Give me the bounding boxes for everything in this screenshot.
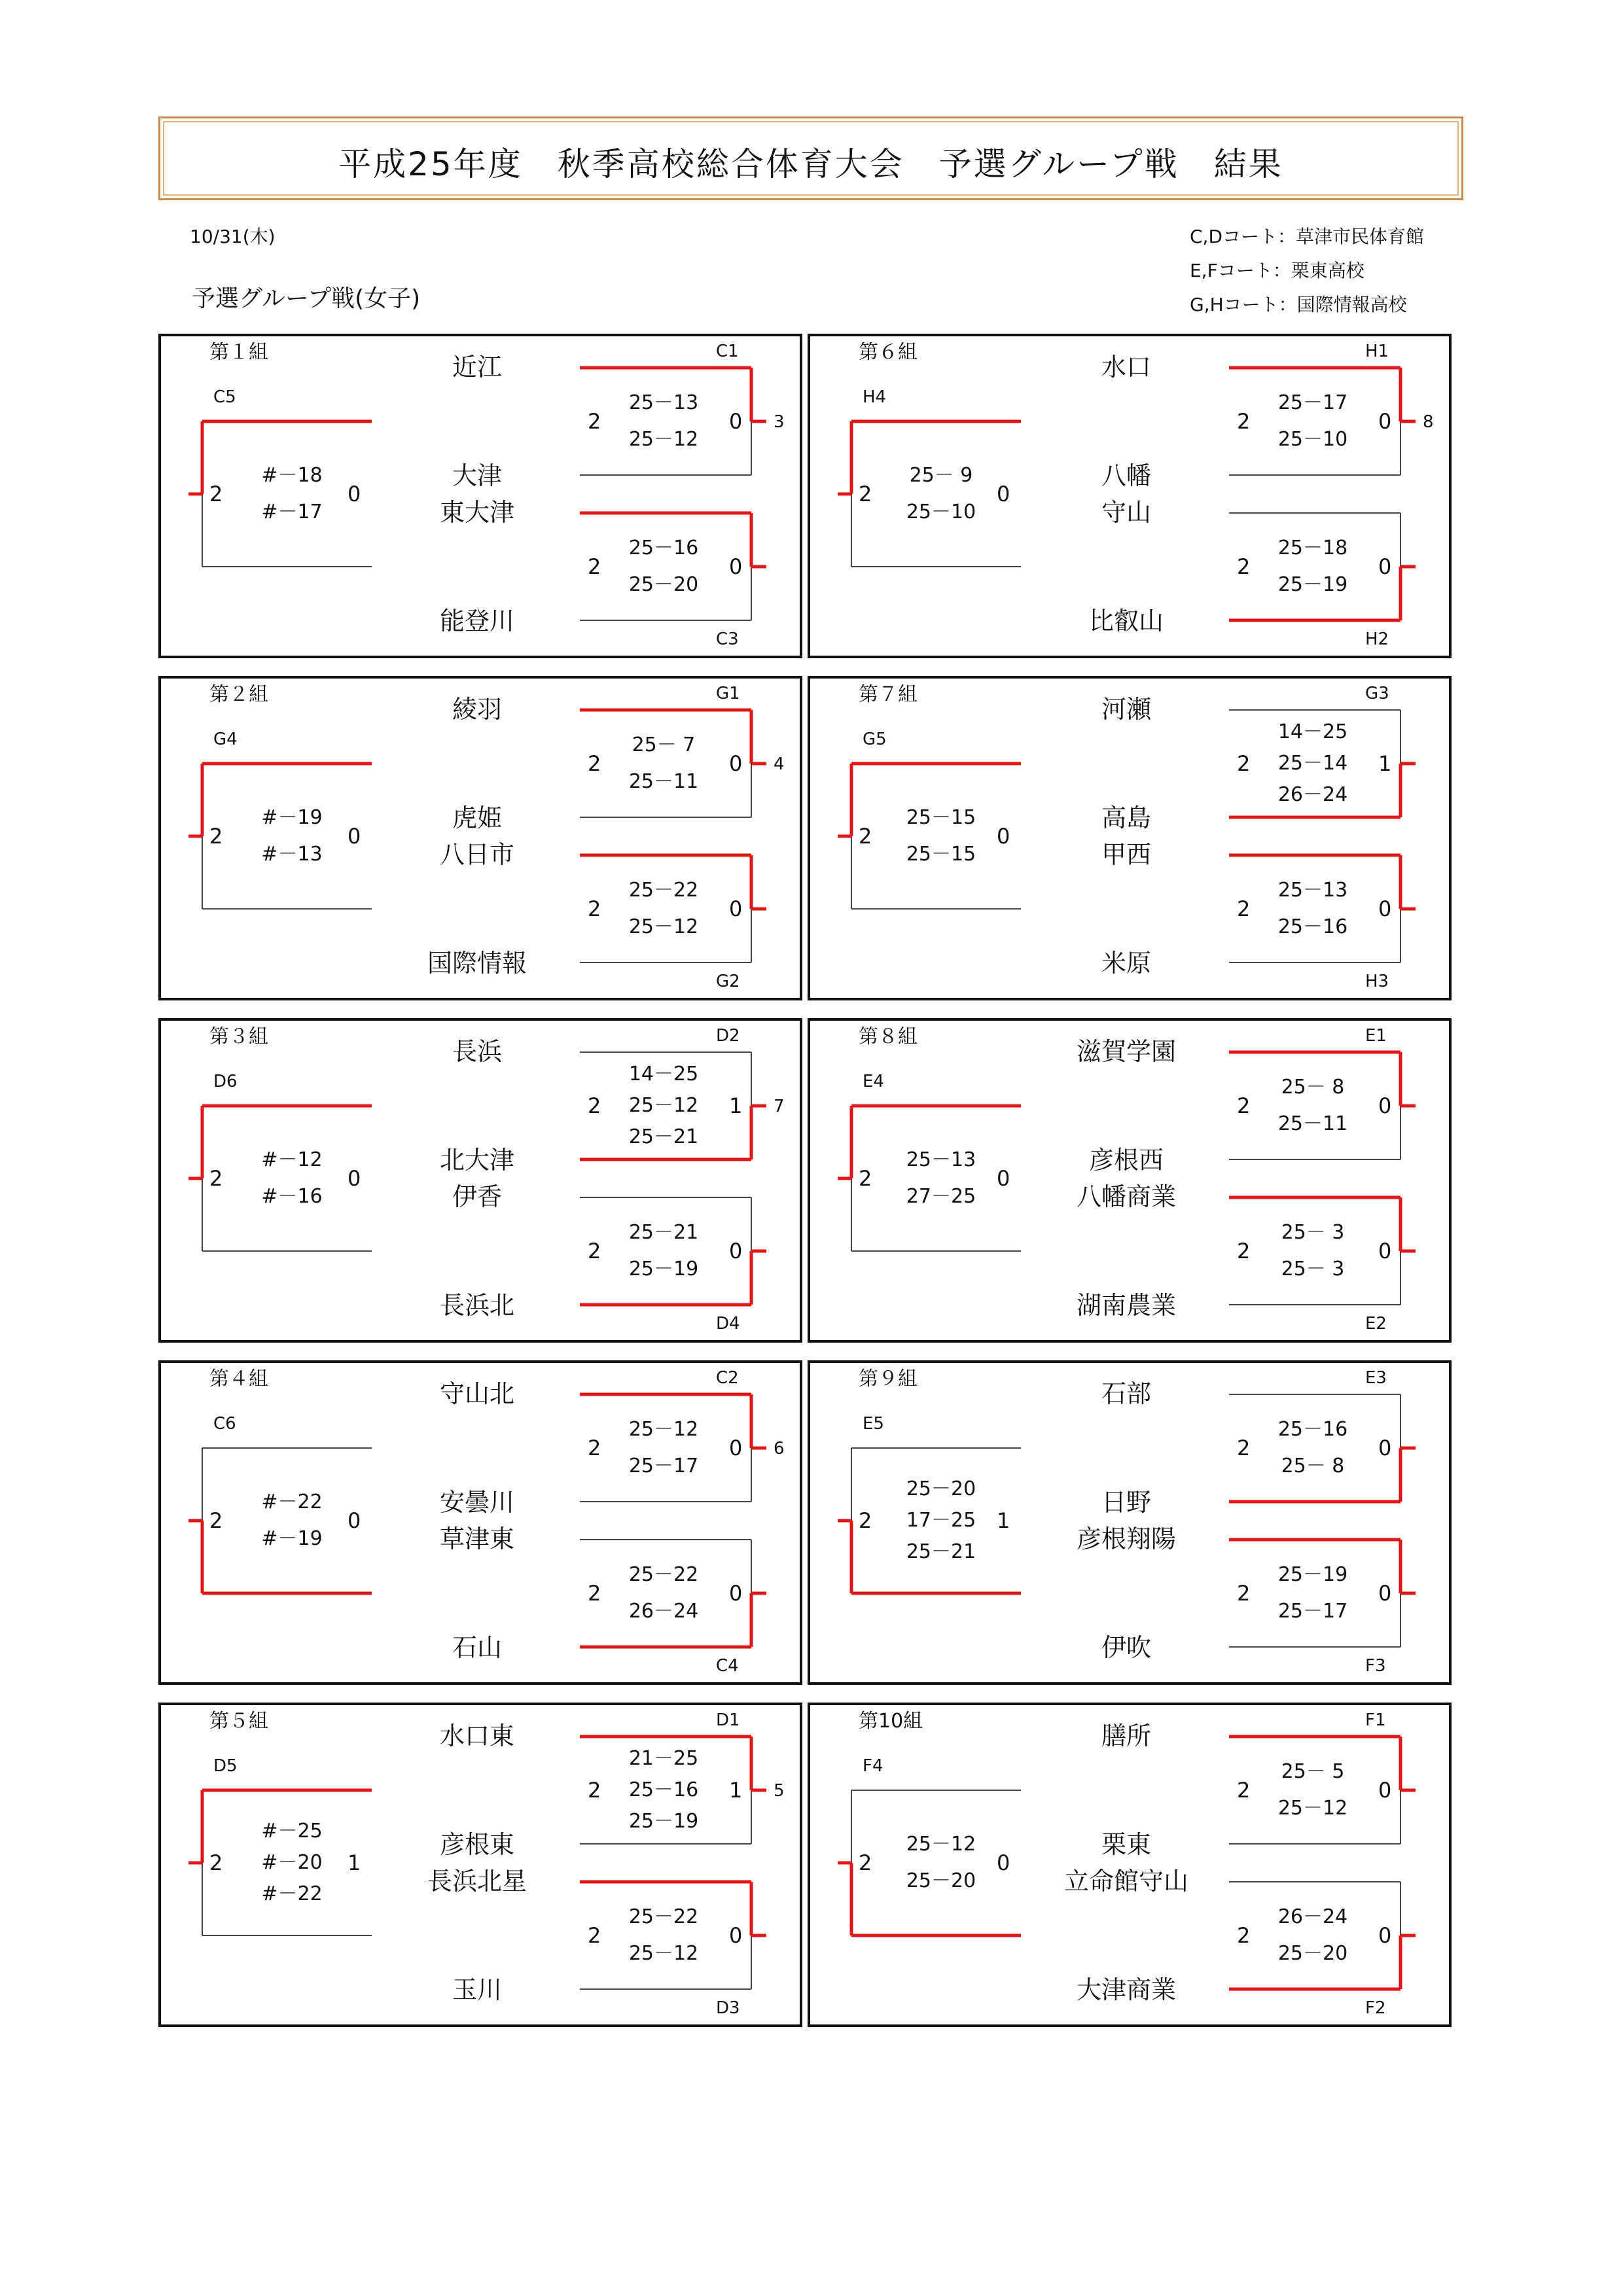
match-top-code: D2 [716, 1026, 740, 1046]
match-bottom-code: D3 [716, 1998, 740, 2018]
match-top-set: 25－11 [628, 770, 699, 793]
team-name: 能登川 [439, 607, 514, 635]
match-bottom-set: 26－24 [628, 1600, 699, 1623]
match-bottom-set: 25－19 [628, 1258, 699, 1280]
rank-code: 7 [774, 1097, 785, 1116]
match-top-set: 25－12 [1277, 1797, 1348, 1820]
final-set: 25－ 9 [909, 464, 973, 487]
match-bottom-set: 25－21 [628, 1221, 699, 1244]
match-top-set: 25－16 [628, 1778, 699, 1801]
final-set: #－22 [261, 1882, 323, 1905]
final-set: #－19 [261, 1527, 323, 1550]
team-name: 湖南農業 [1076, 1291, 1176, 1320]
team-name: 水口 [1101, 353, 1151, 381]
match-bottom-set: 25－22 [628, 1905, 699, 1928]
match-top-left-score: 2 [1237, 1093, 1251, 1118]
match-bottom-set: 25－20 [628, 573, 699, 596]
court-info-ef: E,Fコート：栗東高校 [1190, 260, 1364, 281]
match-bottom-right-score: 0 [1378, 1923, 1392, 1948]
final-left-score: 2 [859, 1508, 872, 1533]
final-set: 25－20 [906, 1477, 976, 1500]
match-top-left-score: 2 [588, 409, 601, 434]
match-top-right-score: 0 [1378, 409, 1392, 434]
match-bottom-set: 25－ 3 [1281, 1258, 1345, 1280]
match-top-set: 25－17 [628, 1455, 699, 1477]
final-left-score: 2 [209, 1508, 223, 1533]
match-bottom-code: C4 [716, 1656, 739, 1676]
page-title: 平成25年度 秋季高校総合体育大会 予選グループ戦 結果 [338, 145, 1283, 183]
team-name: 彦根西 [1088, 1146, 1164, 1174]
match-top-set: 21－25 [628, 1747, 699, 1770]
match-bottom-set: 25－16 [628, 537, 699, 559]
final-code: G4 [213, 730, 238, 749]
team-name: 米原 [1101, 949, 1151, 978]
team-name: 国際情報 [427, 949, 527, 978]
match-top-set: 14－25 [1277, 720, 1348, 743]
match-top-left-score: 2 [1237, 409, 1251, 434]
match-top-left-score: 2 [588, 751, 601, 776]
match-bottom-left-score: 2 [1237, 1923, 1251, 1948]
group-name: 第４組 [209, 1368, 268, 1390]
team-name: 八幡 [1101, 461, 1151, 490]
team-name: 玉川 [452, 1975, 502, 2004]
group-panel [808, 1018, 1452, 1343]
final-set: #－19 [261, 806, 323, 829]
team-name: 滋賀学園 [1076, 1037, 1176, 1066]
rank-code: 5 [774, 1781, 785, 1801]
team-name: 大津 [452, 461, 502, 490]
final-code: C6 [213, 1414, 236, 1434]
final-set: #－12 [261, 1148, 323, 1171]
team-name: 虎姫 [452, 804, 502, 832]
match-bottom-right-score: 0 [729, 896, 743, 921]
team-name: 長浜北星 [427, 1867, 527, 1896]
group-panel [808, 334, 1452, 658]
match-top-right-score: 1 [729, 1093, 743, 1118]
final-code: F4 [863, 1756, 883, 1776]
date: 10/31(木) [190, 226, 276, 247]
team-name: 日野 [1101, 1488, 1151, 1517]
final-left-score: 2 [209, 1850, 223, 1875]
court-info-gh: G,Hコート：国際情報高校 [1190, 294, 1407, 315]
match-bottom-set: 25－17 [1277, 1600, 1348, 1623]
rank-code: 8 [1423, 412, 1434, 432]
match-bottom-set: 25－19 [1277, 573, 1348, 596]
group-panel [808, 1703, 1452, 2027]
match-top-set: 25－21 [628, 1125, 699, 1148]
match-top-right-score: 0 [729, 751, 743, 776]
match-top-code: E3 [1365, 1368, 1387, 1388]
match-top-right-score: 0 [729, 1436, 743, 1460]
match-bottom-right-score: 0 [729, 1923, 743, 1948]
team-name: 水口東 [439, 1722, 514, 1750]
final-set: 25－21 [906, 1540, 976, 1563]
match-top-right-score: 0 [1378, 1436, 1392, 1460]
team-name: 河瀬 [1101, 695, 1151, 724]
team-name: 長浜北 [439, 1291, 514, 1320]
match-top-left-score: 2 [588, 1778, 601, 1803]
team-name: 北大津 [439, 1146, 514, 1174]
group-panel [158, 1703, 802, 2027]
match-bottom-left-score: 2 [1237, 1581, 1251, 1606]
final-left-score: 2 [209, 824, 223, 849]
match-top-set: 26－24 [1277, 783, 1348, 806]
team-name: 立命館守山 [1063, 1867, 1188, 1896]
match-bottom-left-score: 2 [1237, 554, 1251, 579]
final-right-score: 1 [997, 1508, 1010, 1533]
group-panel [808, 676, 1452, 1000]
final-code: D5 [213, 1756, 238, 1776]
match-top-right-score: 1 [729, 1778, 743, 1803]
group-name: 第３組 [209, 1025, 268, 1048]
match-top-left-score: 2 [1237, 751, 1251, 776]
team-name: 高島 [1101, 804, 1151, 832]
team-name: 伊香 [452, 1182, 502, 1211]
match-top-code: H1 [1365, 342, 1389, 361]
final-right-score: 0 [997, 482, 1010, 506]
final-left-score: 2 [859, 1850, 872, 1875]
match-bottom-left-score: 2 [588, 1239, 601, 1263]
match-top-set: 25－10 [1277, 428, 1348, 451]
match-bottom-code: H3 [1365, 972, 1389, 991]
team-name: 栗東 [1101, 1830, 1151, 1859]
match-bottom-set: 25－16 [1277, 915, 1348, 938]
match-bottom-left-score: 2 [1237, 896, 1251, 921]
match-top-right-score: 0 [1378, 1093, 1392, 1118]
match-bottom-left-score: 2 [588, 554, 601, 579]
group-name: 第２組 [209, 683, 268, 706]
match-bottom-set: 25－22 [628, 879, 699, 902]
match-top-right-score: 0 [1378, 1778, 1392, 1803]
final-set: #－25 [261, 1820, 323, 1843]
group-panel [158, 334, 802, 658]
match-bottom-set: 25－18 [1277, 537, 1348, 559]
match-bottom-code: E2 [1365, 1314, 1387, 1333]
match-bottom-right-score: 0 [729, 1239, 743, 1263]
match-bottom-code: F2 [1365, 1998, 1386, 2018]
match-bottom-right-score: 0 [1378, 554, 1392, 579]
team-name: 草津東 [439, 1525, 514, 1553]
match-bottom-set: 25－ 3 [1281, 1221, 1345, 1244]
match-bottom-left-score: 2 [588, 1923, 601, 1948]
match-top-set: 25－12 [628, 428, 699, 451]
final-right-score: 1 [348, 1850, 361, 1875]
final-set: 25－20 [906, 1869, 976, 1892]
team-name: 八幡商業 [1076, 1182, 1176, 1211]
final-left-score: 2 [209, 482, 223, 506]
match-top-code: D1 [716, 1710, 740, 1730]
final-set: 25－15 [906, 806, 976, 829]
match-bottom-left-score: 2 [588, 1581, 601, 1606]
match-bottom-set: 25－22 [628, 1563, 699, 1586]
match-bottom-right-score: 0 [729, 554, 743, 579]
match-top-left-score: 2 [588, 1093, 601, 1118]
final-set: 17－25 [906, 1509, 976, 1532]
team-name: 守山 [1101, 498, 1151, 527]
final-set: 25－13 [906, 1148, 976, 1171]
match-top-set: 25－12 [628, 1418, 699, 1441]
group-name: 第５組 [209, 1710, 268, 1733]
final-code: G5 [863, 730, 887, 749]
final-set: 25－12 [906, 1833, 976, 1856]
final-right-score: 0 [348, 1508, 361, 1533]
final-right-score: 0 [997, 824, 1010, 849]
group-name: 第10組 [859, 1710, 923, 1733]
team-name: 甲西 [1101, 840, 1151, 869]
match-bottom-set: 25－12 [628, 915, 699, 938]
group-name: 第９組 [859, 1368, 918, 1390]
final-set: #－13 [261, 843, 323, 866]
team-name: 石山 [452, 1633, 502, 1662]
match-top-left-score: 2 [588, 1436, 601, 1460]
match-top-set: 25－13 [628, 391, 699, 414]
team-name: 膳所 [1101, 1722, 1151, 1750]
final-set: 25－10 [906, 501, 976, 523]
match-top-code: C2 [716, 1368, 739, 1388]
group-name: 第８組 [859, 1025, 918, 1048]
team-name: 大津商業 [1076, 1975, 1176, 2004]
match-bottom-code: D4 [716, 1314, 740, 1333]
final-set: #－16 [261, 1185, 323, 1208]
match-bottom-code: F3 [1365, 1656, 1386, 1676]
match-top-set: 25－19 [628, 1810, 699, 1833]
final-set: 25－15 [906, 843, 976, 866]
match-top-set: 25－14 [1277, 752, 1348, 775]
group-panel [158, 1360, 802, 1685]
match-top-right-score: 0 [729, 409, 743, 434]
final-code: C5 [213, 387, 236, 407]
group-panel [158, 676, 802, 1000]
match-bottom-right-score: 0 [729, 1581, 743, 1606]
team-name: 安曇川 [439, 1488, 514, 1517]
final-right-score: 0 [348, 482, 361, 506]
match-top-left-score: 2 [1237, 1436, 1251, 1460]
final-right-score: 0 [348, 824, 361, 849]
final-set: #－20 [261, 1851, 323, 1874]
team-name: 東大津 [439, 498, 514, 527]
match-top-code: G1 [716, 684, 740, 703]
match-bottom-set: 25－13 [1277, 879, 1348, 902]
match-bottom-left-score: 2 [588, 896, 601, 921]
match-bottom-left-score: 2 [1237, 1239, 1251, 1263]
match-bottom-code: G2 [716, 972, 740, 991]
team-name: 石部 [1101, 1379, 1151, 1408]
match-top-set: 25－11 [1277, 1112, 1348, 1135]
final-left-score: 2 [859, 824, 872, 849]
team-name: 比叡山 [1088, 607, 1164, 635]
match-bottom-set: 26－24 [1277, 1905, 1348, 1928]
final-right-score: 0 [348, 1166, 361, 1191]
final-set: 27－25 [906, 1185, 976, 1208]
section-subtitle: 予選グループ戦(女子) [192, 285, 421, 312]
rank-code: 4 [774, 754, 785, 774]
match-top-left-score: 2 [1237, 1778, 1251, 1803]
match-bottom-right-score: 0 [1378, 1239, 1392, 1263]
title-box [158, 116, 1463, 200]
final-set: #－22 [261, 1491, 323, 1513]
match-bottom-code: C3 [716, 629, 739, 649]
final-set: #－18 [261, 464, 323, 487]
match-top-set: 25－17 [1277, 391, 1348, 414]
final-left-score: 2 [209, 1166, 223, 1191]
rank-code: 3 [774, 412, 785, 432]
team-name: 彦根東 [439, 1830, 514, 1859]
match-bottom-set: 25－12 [628, 1942, 699, 1965]
match-top-code: C1 [716, 342, 739, 361]
match-top-set: 25－16 [1277, 1418, 1348, 1441]
group-panel [808, 1360, 1452, 1685]
final-left-score: 2 [859, 1166, 872, 1191]
match-top-code: F1 [1365, 1710, 1386, 1730]
match-top-code: E1 [1365, 1026, 1387, 1046]
team-name: 綾羽 [452, 695, 502, 724]
final-code: H4 [863, 387, 887, 407]
final-left-score: 2 [859, 482, 872, 506]
final-right-score: 0 [997, 1166, 1010, 1191]
final-set: #－17 [261, 501, 323, 523]
group-name: 第１組 [209, 341, 268, 364]
team-name: 守山北 [439, 1379, 514, 1408]
match-bottom-set: 25－19 [1277, 1563, 1348, 1586]
match-bottom-right-score: 0 [1378, 896, 1392, 921]
court-info-cd: C,Dコート：草津市民体育館 [1190, 226, 1425, 247]
match-top-set: 14－25 [628, 1063, 699, 1086]
final-code: E4 [863, 1072, 884, 1091]
group-panel [158, 1018, 802, 1343]
team-name: 伊吹 [1101, 1633, 1151, 1662]
match-top-set: 25－ 7 [632, 733, 696, 756]
match-top-set: 25－ 8 [1281, 1076, 1345, 1099]
team-name: 長浜 [452, 1037, 502, 1066]
match-top-set: 25－ 5 [1281, 1760, 1345, 1783]
team-name: 八日市 [439, 840, 514, 869]
match-top-code: G3 [1365, 684, 1389, 703]
team-name: 彦根翔陽 [1076, 1525, 1176, 1553]
team-name: 近江 [452, 353, 502, 381]
final-code: D6 [213, 1072, 238, 1091]
match-top-set: 25－ 8 [1281, 1455, 1345, 1477]
group-name: 第７組 [859, 683, 918, 706]
match-top-right-score: 1 [1378, 751, 1392, 776]
rank-code: 6 [774, 1439, 785, 1458]
final-right-score: 0 [997, 1850, 1010, 1875]
match-bottom-code: H2 [1365, 629, 1389, 649]
match-bottom-set: 25－20 [1277, 1942, 1348, 1965]
match-top-set: 25－12 [628, 1094, 699, 1117]
match-bottom-right-score: 0 [1378, 1581, 1392, 1606]
group-name: 第６組 [859, 341, 918, 364]
final-code: E5 [863, 1414, 884, 1434]
